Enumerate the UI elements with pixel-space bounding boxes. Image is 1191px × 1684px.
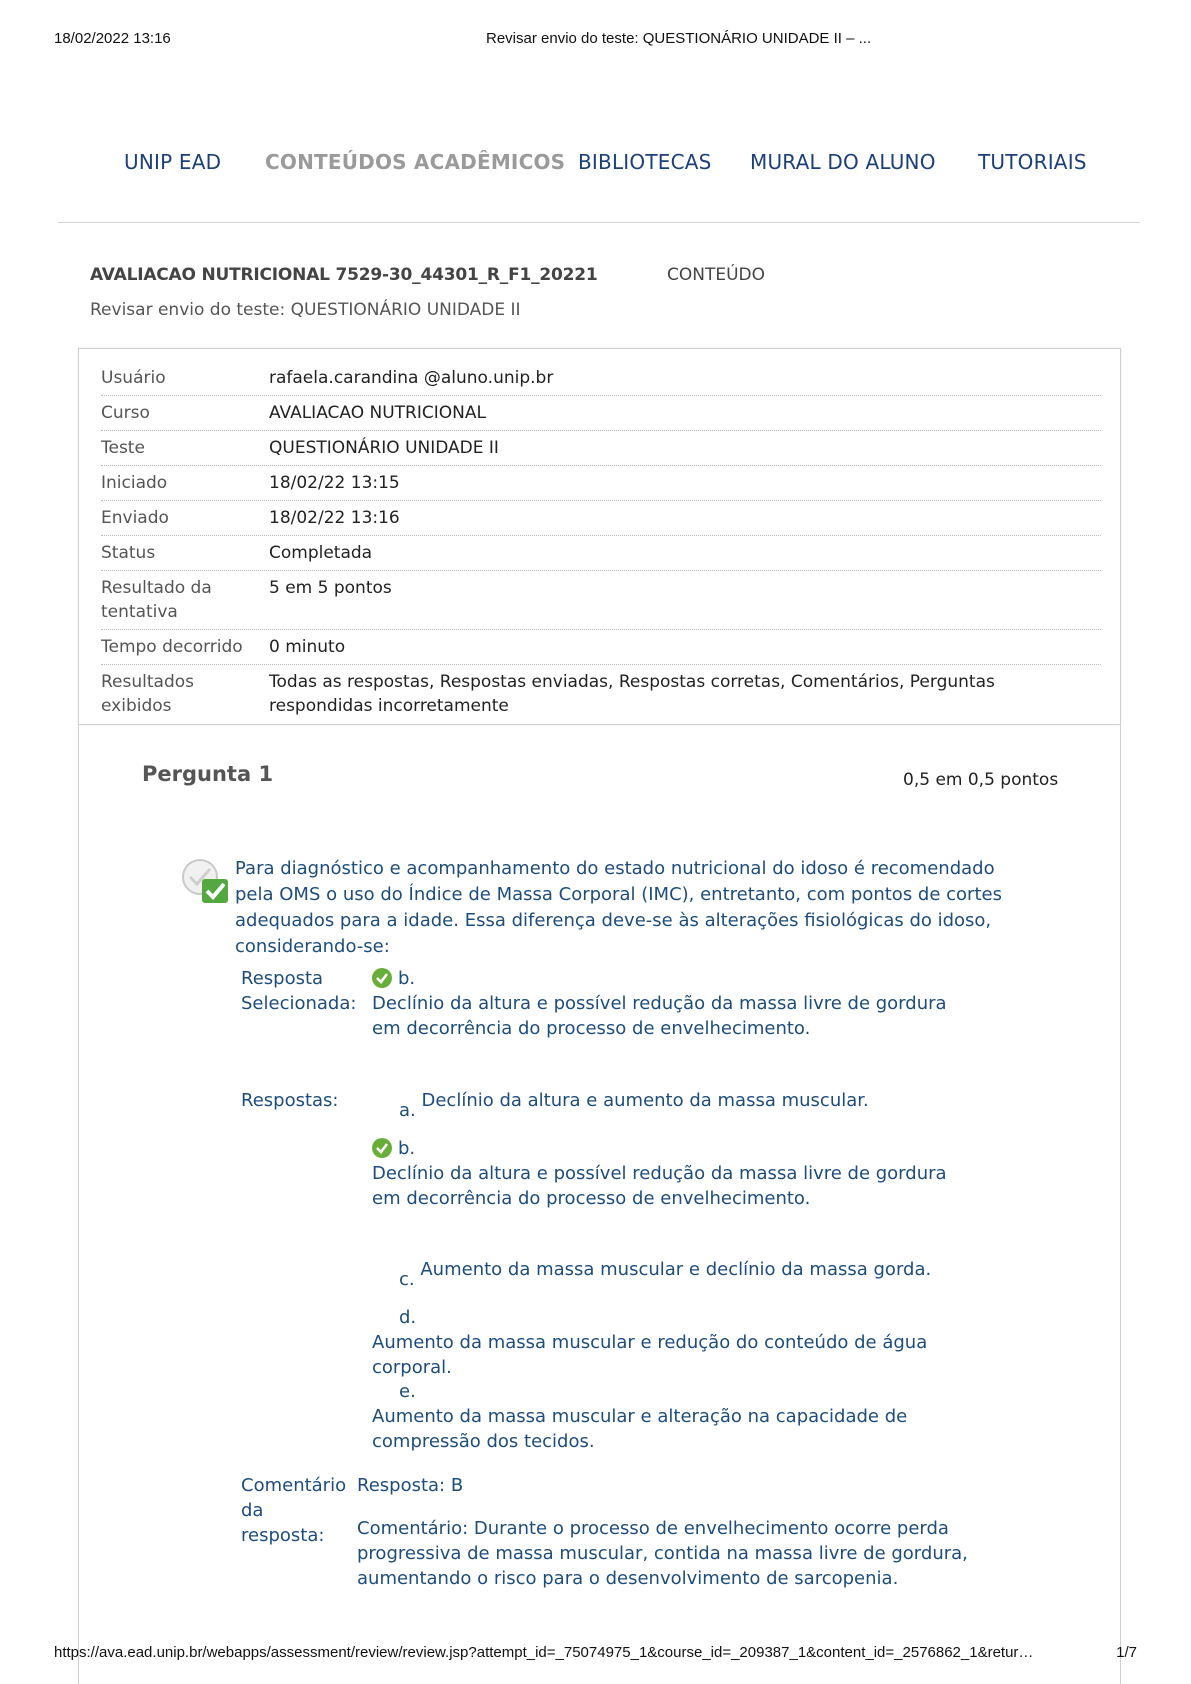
answer-letter: d. [399,1307,417,1328]
info-key: Curso [101,403,150,423]
page-number: 1/7 [1116,1644,1137,1661]
print-header [54,30,1137,50]
info-row-usuario [101,361,1101,396]
top-nav [0,150,1191,180]
info-key: Resultados exibidos [101,672,194,716]
answer-letter: e. [399,1381,416,1402]
info-value: 0 minuto [269,637,346,657]
comment-label: Comentário da resposta: [241,1475,347,1546]
info-value: rafaela.carandina @aluno.unip.br [269,368,554,388]
info-row-teste [101,431,1101,466]
comment-text: Comentário: Durante o processo de envelhecimento ocorre perda progressiva de massa muscular, contida na massa livre de gordura, aumentando o risco para o desenvolvimento de sarcopenia. [357,1518,968,1589]
info-key: Resultado da tentativa [101,578,212,622]
info-key: Tempo decorrido [101,637,243,657]
correct-answer-icon [180,857,230,905]
info-key: Usuário [101,368,166,388]
print-datetime: 18/02/2022 13:16 [54,30,171,47]
selected-answer-label: Resposta Selecionada: [241,968,357,1014]
selected-answer-letter: b. [398,968,416,989]
info-key: Iniciado [101,473,168,493]
answer-letter: a. [399,1100,416,1121]
info-value: QUESTIONÁRIO UNIDADE II [269,438,499,458]
nav-conteudos-academicos[interactable]: CONTEÚDOS ACADÊMICOS [265,150,566,174]
info-value: 5 em 5 pontos [269,578,392,598]
answers-label: Respostas: [241,1090,339,1111]
page-title: Revisar envio do teste: QUESTIONÁRIO UNIDADE II [90,300,521,320]
info-row-enviado [101,501,1101,536]
answer-text: Aumento da massa muscular e declínio da massa gorda. [420,1259,932,1280]
info-value: Completada [269,543,373,563]
nav-divider [58,222,1140,223]
info-row-tempo [101,630,1101,665]
selected-answer [372,966,972,1041]
question-points: 0,5 em 0,5 pontos [903,770,1059,790]
info-key: Teste [101,438,145,458]
breadcrumb-content[interactable]: CONTEÚDO [667,265,766,285]
breadcrumb-course[interactable]: AVALIACAO NUTRICIONAL 7529-30_44301_R_F1_20221 [90,265,598,285]
answer-letter: b. [398,1138,416,1159]
info-value: 18/02/22 13:15 [269,473,400,493]
answer-letter: c. [399,1269,415,1290]
nav-bibliotecas[interactable]: BIBLIOTECAS [578,150,712,174]
print-title: Revisar envio do teste: QUESTIONÁRIO UNIDADE II – ... [486,30,872,47]
info-key: Enviado [101,508,169,528]
answer-option-b [372,1136,972,1211]
comment-answer: Resposta: B [357,1475,464,1496]
info-row-resultados-exibidos [101,665,1101,723]
info-row-resultado [101,571,1101,630]
info-key: Status [101,543,156,563]
question-title: Pergunta 1 [142,762,274,786]
info-value: AVALIACAO NUTRICIONAL [269,403,486,423]
answer-option-a [372,1088,972,1123]
nav-tutoriais[interactable]: TUTORIAIS [978,150,1087,174]
check-icon [372,968,392,988]
answer-text: Aumento da massa muscular e alteração na capacidade de compressão dos tecidos. [372,1406,908,1452]
answer-option-c [372,1257,992,1292]
info-row-curso [101,396,1101,431]
selected-answer-text: Declínio da altura e possível redução da massa livre de gordura em decorrência do processo de envelhecimento. [372,993,947,1039]
answer-text: Declínio da altura e possível redução da massa livre de gordura em decorrência do processo de envelhecimento. [372,1163,947,1209]
attempt-info-panel [78,348,1121,725]
answer-text: Aumento da massa muscular e redução do conteúdo de água corporal. [372,1332,928,1378]
question-text: Para diagnóstico e acompanhamento do estado nutricional do idoso é recomendado pela OMS o uso do Índice de Massa Corporal (IMC), entretanto, com pontos de cortes adequados para a idade. Essa diferença deve-se às alterações fisiológicas do idoso, considerando-se: [235,858,1002,957]
info-value: 18/02/22 13:16 [269,508,400,528]
page-url: https://ava.ead.unip.br/webapps/assessment/review/review.jsp?attempt_id=_75074975_1&course_id=_209387_1&content_id=_2576862_1&retur… [54,1644,1034,1661]
info-row-status [101,536,1101,571]
info-row-iniciado [101,466,1101,501]
info-value: Todas as respostas, Respostas enviadas, Respostas corretas, Comentários, Perguntas respondidas incorretamente [269,672,995,716]
answer-option-d [372,1305,1012,1380]
answer-option-e [372,1379,992,1454]
nav-unip-ead[interactable]: UNIP EAD [124,150,222,174]
check-icon [372,1138,392,1158]
nav-mural-do-aluno[interactable]: MURAL DO ALUNO [750,150,936,174]
print-footer [54,1644,1137,1664]
answer-text: Declínio da altura e aumento da massa muscular. [421,1090,869,1111]
attempt-info-table [101,361,1101,723]
